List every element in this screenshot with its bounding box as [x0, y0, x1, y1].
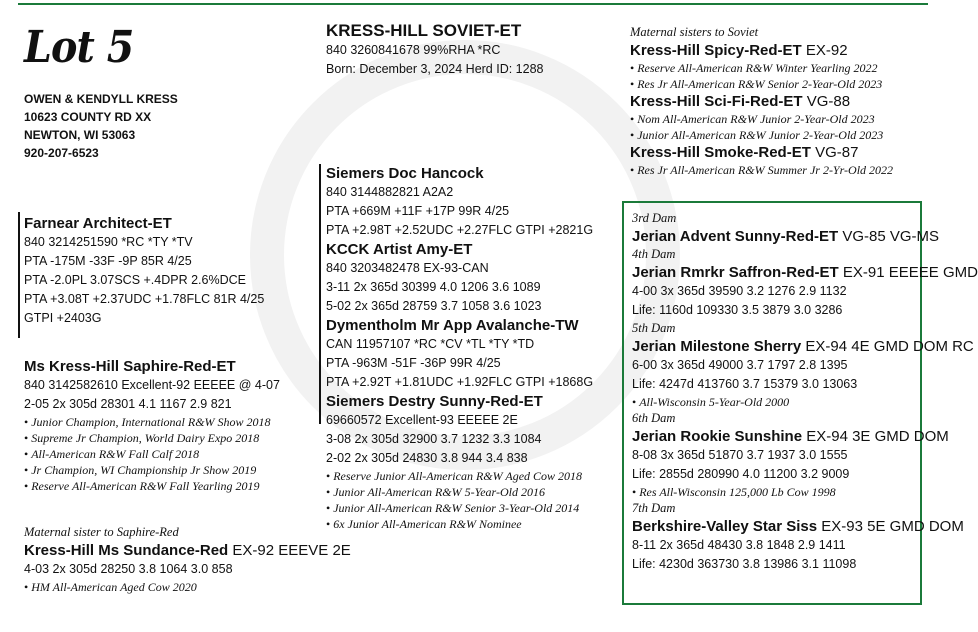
owner-line: 920-207-6523	[24, 146, 99, 160]
mgs2-line: PTA -963M -51F -36P 99R 4/25	[326, 356, 501, 370]
ancestor-dam-name: Berkshire-Valley Star Siss	[632, 518, 818, 535]
dam-line: 2-05 2x 305d 28301 4.1 1167 2.9 821	[24, 397, 232, 411]
third-sire-dam-note: • Junior All-American R&W Senior 3-Year-Old 2014	[326, 500, 593, 516]
ancestor-dam-class: EX-94 4E GMD DOM RC	[805, 338, 974, 355]
sire-line: GTPI +2403G	[24, 311, 102, 325]
ancestor-dam-line: 6-00 3x 365d 49000 3.7 1797 2.8 1395	[632, 358, 848, 372]
sire-of-dam-line: 840 3144882821 A2A2	[326, 185, 454, 199]
dam-generation-label: 7th Dam	[632, 501, 676, 515]
sire-line: 840 3214251590 *RC *TY *TV	[24, 235, 193, 249]
sister-class: VG-88	[806, 93, 851, 110]
dam-sister-label: Maternal sister to Saphire-Red	[24, 525, 179, 539]
ancestor-dam-line: 4-00 3x 365d 39590 3.2 1276 2.9 1132	[632, 284, 847, 298]
ancestor-dam-line: Life: 1160d 109330 3.5 3879 3.0 3286	[632, 303, 843, 317]
animal-birth-line: Born: December 3, 2024 Herd ID: 1288	[326, 62, 544, 76]
sire-of-dam-line: PTA +2.98T +2.52UDC +2.27FLC GTPI +2821G	[326, 223, 594, 237]
dam-bracket	[319, 164, 321, 424]
ancestor-dam-class: VG-85 VG-MS	[842, 228, 939, 245]
third-sire-dam-note: • Junior All-American R&W 5-Year-Old 2016	[326, 484, 593, 500]
dam-note: • Reserve All-American R&W Fall Yearling 2019	[24, 478, 280, 494]
ancestor-dam-line: 8-11 2x 365d 48430 3.8 1848 2.9 1411	[632, 538, 846, 552]
third-sire-dam-note: • 6x Junior All-American R&W Nominee	[326, 516, 593, 532]
sire-line: PTA +3.08T +2.37UDC +1.78FLC 81R 4/25	[24, 292, 265, 306]
sire-of-dam-name: Siemers Doc Hancock	[326, 165, 484, 182]
dam-generation-label: 4th Dam	[632, 247, 676, 261]
sister-note: • Junior All-American R&W Junior 2-Year-Old 2023	[630, 127, 893, 143]
ancestor-dam-line: Life: 4247d 413760 3.7 15379 3.0 13063	[632, 377, 858, 391]
third-sire-dam-line: 69660572 Excellent-93 EEEEE 2E	[326, 413, 518, 427]
ancestor-dam-line: 8-08 3x 365d 51870 3.7 1937 3.0 1555	[632, 448, 848, 462]
dam-sister-block	[24, 524, 351, 595]
second-dam-line: 3-11 2x 365d 30399 4.0 1206 3.6 1089	[326, 280, 541, 294]
second-dam-line: 5-02 2x 365d 28759 3.7 1058 3.6 1023	[326, 299, 542, 313]
sister-note: • Res Jr All-American R&W Senior 2-Year-Old 2023	[630, 76, 893, 92]
top-rule	[18, 3, 928, 5]
dams-box	[622, 201, 978, 605]
sister-class: VG-87	[815, 144, 859, 161]
ancestor-dam-class: EX-91 EEEEE GMD	[842, 264, 978, 281]
animal-header	[326, 20, 543, 79]
ancestor-dam-line: Life: 4230d 363730 3.8 13986 3.1 11098	[632, 557, 857, 571]
sister-class: EX-92	[805, 42, 848, 59]
sire-name: Farnear Architect-ET	[24, 215, 172, 232]
dam-generation-label: 5th Dam	[632, 321, 676, 335]
mgs2-line: PTA +2.92T +1.81UDC +1.92FLC GTPI +1868G	[326, 375, 594, 389]
dam-note: • Junior Champion, International R&W Show 2018	[24, 414, 280, 430]
ancestor-dam-class: EX-93 5E GMD DOM	[821, 518, 964, 535]
sire-of-dam-line: PTA +669M +11F +17P 99R 4/25	[326, 204, 510, 218]
owner-line: NEWTON, WI 53063	[24, 128, 136, 142]
second-dam-line: 840 3203482478 EX-93-CAN	[326, 261, 489, 275]
ancestor-dam-note: • Res All-Wisconsin 125,000 Lb Cow 1998	[632, 484, 920, 500]
ancestor-dam-line: Life: 2855d 280990 4.0 11200 3.2 9009	[632, 467, 850, 481]
mgs2-line: CAN 11957107 *RC *CV *TL *TY *TD	[326, 337, 535, 351]
third-sire-dam-line: 2-02 2x 305d 24830 3.8 944 3.4 838	[326, 451, 528, 465]
animal-id-line: 840 3260841678 99%RHA *RC	[326, 43, 501, 57]
sister-note: • Reserve All-American R&W Winter Yearling 2022	[630, 60, 893, 76]
dam-note: • All-American R&W Fall Calf 2018	[24, 446, 280, 462]
sister-name: Kress-Hill Spicy-Red-ET	[630, 42, 802, 59]
ancestor-dam-note: • All-Wisconsin 5-Year-Old 2000	[632, 394, 920, 410]
sisters-label: Maternal sisters to Soviet	[630, 25, 759, 39]
ancestor-dam-class: EX-94 3E GMD DOM	[806, 428, 949, 445]
ancestor-dam-name: Jerian Advent Sunny-Red-ET	[632, 228, 839, 245]
sister-name: Kress-Hill Sci-Fi-Red-ET	[630, 93, 803, 110]
owner-line: OWEN & KENDYLL KRESS	[24, 92, 178, 106]
second-dam-name: KCCK Artist Amy-ET	[326, 241, 473, 258]
dam-sister-name: Kress-Hill Ms Sundance-Red	[24, 542, 229, 559]
dam-name: Ms Kress-Hill Saphire-Red-ET	[24, 358, 236, 375]
owner-block	[24, 90, 178, 162]
third-sire-dam-note: • Reserve Junior All-American R&W Aged Cow 2018	[326, 468, 593, 484]
sister-note: • Nom All-American R&W Junior 2-Year-Old 2023	[630, 111, 893, 127]
sisters-block	[630, 24, 893, 178]
sister-name: Kress-Hill Smoke-Red-ET	[630, 144, 811, 161]
animal-name: KRESS-HILL SOVIET-ET	[326, 21, 522, 40]
dam-sister-note: • HM All-American Aged Cow 2020	[24, 579, 351, 595]
sire-bracket	[18, 212, 20, 338]
sister-note: • Res Jr All-American R&W Summer Jr 2-Yr-Old 2022	[630, 162, 893, 178]
dam-generation-label: 6th Dam	[632, 411, 676, 425]
ancestor-dam-name: Jerian Milestone Sherry	[632, 338, 802, 355]
ancestor-dam-name: Jerian Rmrkr Saffron-Red-ET	[632, 264, 839, 281]
third-sire-dam-line: 3-08 2x 305d 32900 3.7 1232 3.3 1084	[326, 432, 542, 446]
dam-sister-class: EX-92 EEEVE 2E	[232, 542, 351, 559]
dam-block	[24, 357, 280, 494]
lot-number: Lot 5	[24, 22, 134, 73]
sire-line: PTA -2.0PL 3.07SCS +.4DPR 2.6%DCE	[24, 273, 246, 287]
dam-generation-label: 3rd Dam	[632, 211, 677, 225]
dam-note: • Jr Champion, WI Championship Jr Show 2019	[24, 462, 280, 478]
sire-block	[24, 214, 264, 328]
sire-line: PTA -175M -33F -9P 85R 4/25	[24, 254, 192, 268]
mgs2-name: Dymentholm Mr App Avalanche-TW	[326, 317, 579, 334]
ancestor-dam-name: Jerian Rookie Sunshine	[632, 428, 803, 445]
dam-sister-line: 4-03 2x 305d 28250 3.8 1064 3.0 858	[24, 562, 233, 576]
third-sire-dam-name: Siemers Destry Sunny-Red-ET	[326, 393, 543, 410]
maternal-pedigree	[326, 164, 593, 532]
dam-line: 840 3142582610 Excellent-92 EEEEE @ 4-07	[24, 378, 280, 392]
dam-note: • Supreme Jr Champion, World Dairy Expo 2018	[24, 430, 280, 446]
owner-line: 10623 COUNTY RD XX	[24, 110, 152, 124]
